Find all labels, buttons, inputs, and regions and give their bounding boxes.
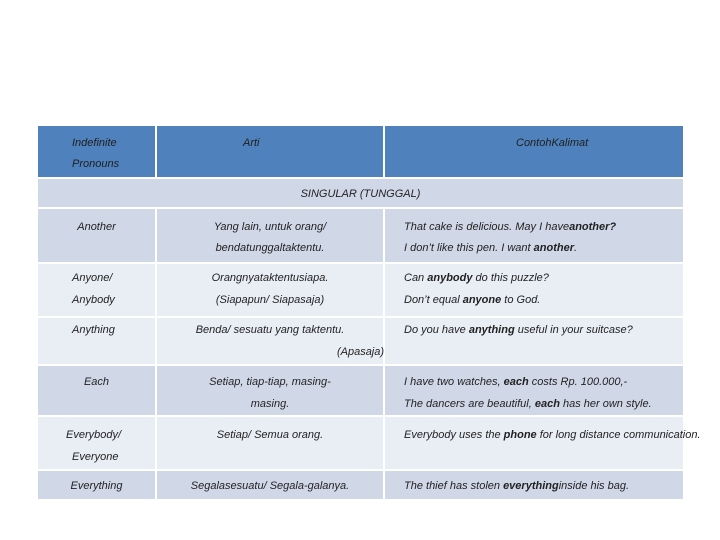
example: That cake is delicious. May I haveanother? — [404, 221, 617, 233]
term: Anybody — [72, 294, 115, 306]
example: Can anybody do this puzzle? — [404, 272, 549, 284]
header-text: Indefinite — [72, 137, 117, 149]
table-row — [38, 417, 701, 469]
table-row — [38, 471, 683, 499]
section-title: SINGULAR (TUNGGAL) — [300, 188, 421, 200]
arti: Setiap/ Semua orang. — [216, 429, 324, 441]
section-row — [38, 179, 683, 207]
example: Everybody uses the phone for long distance communication. — [404, 429, 701, 441]
example: The dancers are beautiful, each has her own style. — [404, 398, 652, 410]
header-text: Arti — [243, 137, 260, 149]
arti: (Apasaja) — [336, 346, 385, 358]
table-row — [38, 366, 683, 415]
term: Everything — [70, 480, 123, 492]
arti: Segalasesuatu/ Segala-galanya. — [190, 480, 350, 492]
table-row — [38, 209, 683, 262]
table-header — [38, 126, 683, 177]
arti: Benda/ sesuatu yang taktentu. — [195, 324, 345, 336]
term: Another — [77, 221, 116, 233]
term: Anyone/ — [72, 272, 113, 284]
term: Everyone — [72, 451, 119, 463]
term: Each — [83, 376, 110, 388]
example: Don’t equal anyone to God. — [404, 294, 541, 306]
arti: Orangnyataktentusiapa. — [211, 272, 329, 284]
header-text: Pronouns — [72, 158, 120, 170]
term: Everybody/ — [66, 429, 122, 441]
table-row — [38, 318, 683, 364]
term: Anything — [72, 324, 115, 336]
header-text: ContohKalimat — [516, 137, 589, 149]
table-row — [38, 264, 683, 316]
arti: bendatunggaltaktentu. — [215, 242, 325, 254]
header-col-contoh — [385, 126, 683, 177]
arti: (Siapapun/ Siapasaja) — [215, 294, 325, 306]
header-col-arti — [157, 126, 383, 177]
arti: Setiap, tiap-tiap, masing- — [209, 376, 331, 388]
example: The thief has stolen everythinginside his bag. — [404, 480, 630, 492]
example: Do you have anything useful in your suitcase? — [404, 324, 633, 336]
arti: masing. — [250, 398, 290, 410]
example: I don’t like this pen. I want another. — [404, 242, 578, 254]
header-col-pronouns — [38, 126, 155, 177]
arti: Yang lain, untuk orang/ — [213, 221, 327, 233]
example: I have two watches, each costs Rp. 100.000,- — [404, 376, 628, 388]
